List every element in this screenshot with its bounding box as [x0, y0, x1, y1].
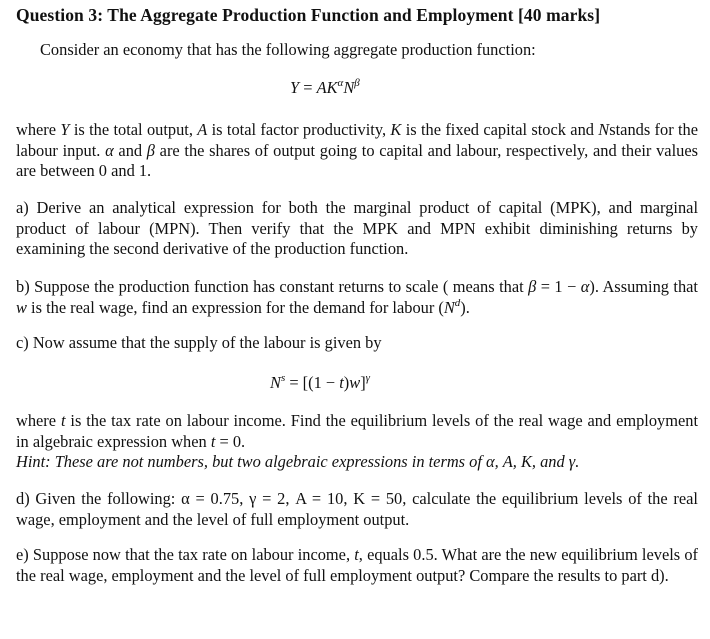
eq-para-text: is the tax rate on labour income. Find the equilibrium levels of the real wage and employment in algebraic expression when: [16, 411, 698, 451]
part-b-text: is the real wage, find an expression for the demand for labour (: [26, 297, 444, 317]
def-text: are the shares of output going to capital and labour, respectively, and their values are between 0 and 1.: [16, 140, 698, 180]
eq-para-t: t: [60, 411, 66, 430]
eq1-alpha: α: [337, 77, 344, 89]
def-var-beta: β: [146, 140, 155, 160]
def-var-alpha: α: [105, 140, 114, 160]
def-text: stands for the labour input.: [16, 120, 699, 160]
eq1-n: N: [343, 78, 355, 97]
eq2-mid: = [(1 −: [285, 373, 340, 392]
def-var-n: N: [598, 120, 610, 139]
eq2-sup-s: s: [280, 372, 286, 384]
def-var-a: A: [197, 120, 208, 139]
eq2-w: w: [349, 373, 361, 392]
part-b-n: N: [443, 297, 455, 317]
part-a: a) Derive an analytical expression for both the marginal product of capital (MPK), and marginal product of labour (MPN). Then verify that the MPK and MPN exhibit diminishing returns by examining the second derivative of the production function.: [16, 198, 698, 258]
def-var-y: Y: [60, 120, 70, 139]
eq-para-text: where: [16, 411, 61, 430]
part-b-sup-d: d: [454, 296, 461, 309]
eq2-close: ): [343, 373, 350, 392]
part-b-text: ). Assuming that: [589, 277, 698, 296]
hint-text: Hint: These are not numbers, but two algebraic expressions in terms of α, A, K, and γ.: [16, 452, 580, 471]
equilibrium-paragraph: [16, 411, 698, 473]
part-d: d) Given the following: α = 0.75, γ = 2, A = 10, K = 50, calculate the equilibrium levels of the real wage, employment and the level of full employment output.: [16, 489, 698, 529]
def-text: and: [113, 140, 147, 160]
part-e-text: , equals 0.5. What are the new equilibrium levels of the real wage, employment and the level of full employment output? Compare the results to part d).: [16, 545, 698, 585]
eq2-end: ]: [360, 373, 366, 392]
eq2-gamma: γ: [365, 372, 370, 384]
eq1-a: A: [316, 78, 327, 97]
part-c: c) Now assume that the supply of the labour is given by: [16, 333, 382, 352]
part-e: [16, 545, 698, 586]
part-b-text: = 1 −: [536, 277, 581, 296]
part-b-text: b) Suppose the production function has constant returns to scale ( means that: [16, 277, 529, 296]
def-text: is the total output,: [69, 120, 198, 139]
part-e-t: t: [354, 545, 359, 564]
part-b-beta: β: [528, 277, 537, 296]
intro-text: Consider an economy that has the following aggregate production function:: [40, 40, 536, 59]
def-text: is total factor productivity,: [207, 120, 391, 139]
definitions-paragraph: [16, 120, 698, 182]
question-title: Question 3: The Aggregate Production Function and Employment [40 marks]: [16, 5, 601, 25]
def-var-k: K: [390, 120, 402, 139]
part-b-w: w: [16, 297, 27, 317]
eq1-beta: β: [354, 77, 360, 89]
eq2-t: t: [339, 373, 344, 392]
eq1-y: Y: [290, 78, 300, 97]
part-b-alpha: α: [580, 277, 590, 296]
part-b-text: ).: [460, 297, 470, 317]
labour-supply-equation: [270, 373, 370, 393]
part-e-text: e) Suppose now that the tax rate on labour income,: [16, 545, 355, 564]
def-text: is the fixed capital stock and: [401, 120, 599, 139]
eq1-k: K: [326, 78, 338, 97]
eq-para-t: t: [210, 431, 216, 451]
production-function-equation: [290, 78, 360, 98]
eq-para-text: = 0.: [215, 431, 246, 451]
def-text: where: [16, 120, 61, 139]
eq1-equals: =: [299, 78, 317, 97]
eq2-n: N: [270, 373, 281, 392]
part-b: [16, 277, 698, 318]
